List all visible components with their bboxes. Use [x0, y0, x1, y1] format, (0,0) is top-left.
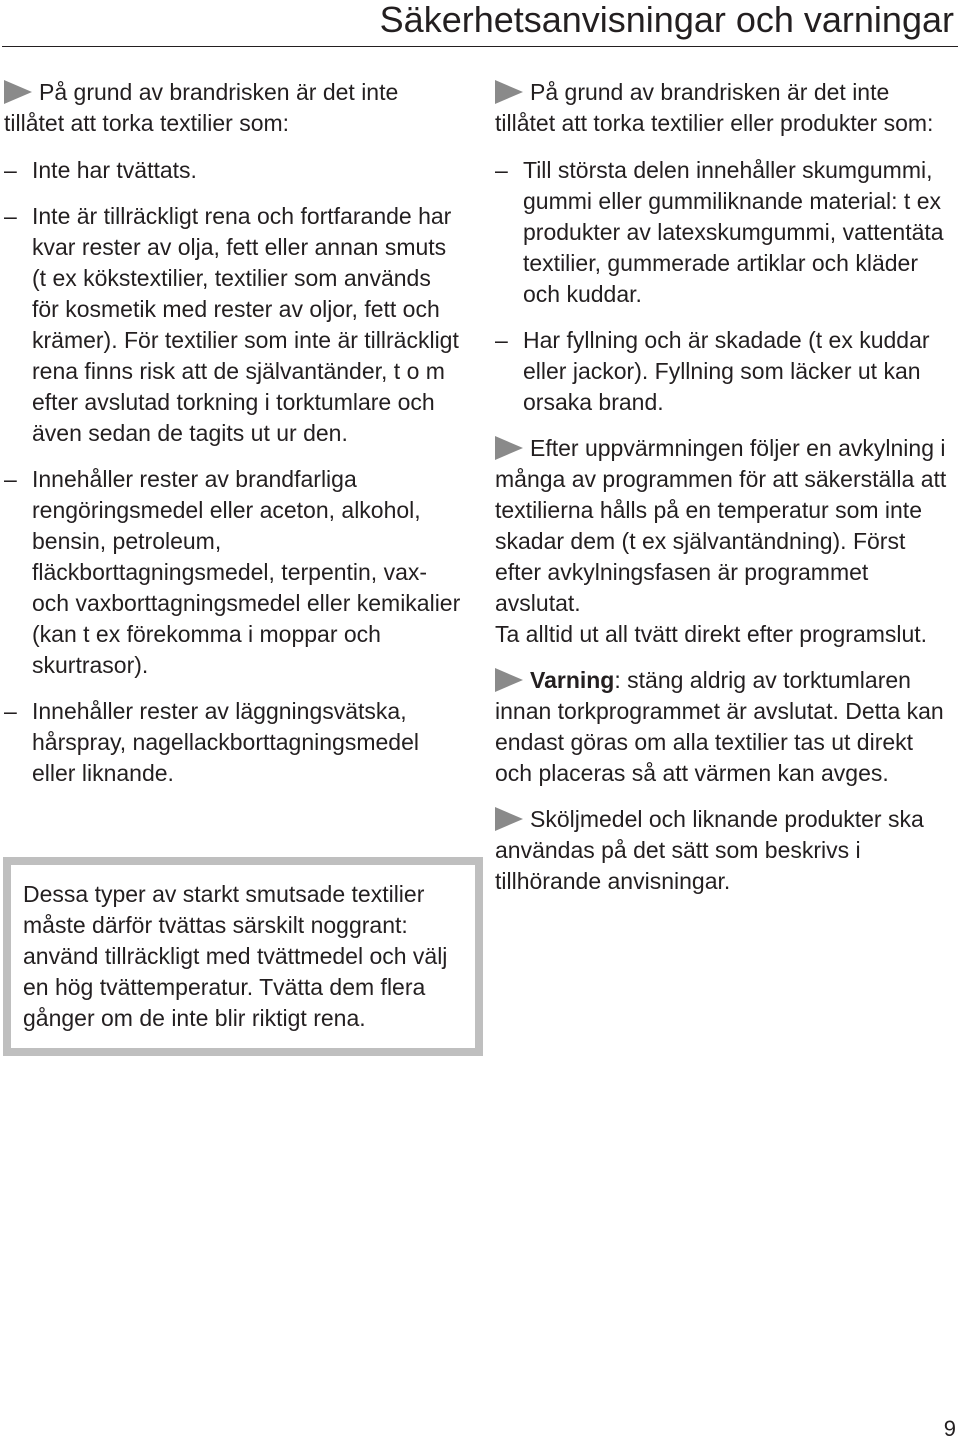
right-intro [495, 77, 955, 139]
right-intro-text: På grund av brandrisken är det inte tillåtet att torka textilier eller produkter som: [495, 79, 934, 136]
right-list [495, 155, 955, 418]
cooling-text: Efter uppvärmningen följer en avkylning i många av programmen för att säkerställa att textilierna hålls på en temperatur som inte skadar dem (t ex självantändning). Först efter avkylningsfasen är programmet avslutat. [495, 435, 947, 616]
list-item [4, 464, 464, 681]
softener-text: Sköljmedel och liknande produkter ska användas på det sätt som beskrivs i tillhörande anvisningar. [495, 806, 924, 894]
dash-icon: – [4, 466, 17, 492]
warning-paragraph [495, 665, 955, 789]
warning-label: Varning [530, 667, 615, 693]
list-item-text: Inte har tvättats. [32, 157, 197, 183]
left-intro [4, 77, 464, 139]
left-column [4, 77, 464, 789]
page-number: 9 [943, 1416, 956, 1441]
list-item [4, 696, 464, 789]
softener-paragraph [495, 804, 955, 897]
notice-text: Dessa typer av starkt smutsade textilier måste därför tvättas särskilt noggrant: använd tillräckligt med tvättmedel och välj en hög tvättemperatur. Tvätta dem flera gånger om de inte blir riktigt rena. [23, 881, 448, 1031]
left-intro-text: På grund av brandrisken är det inte tillåtet att torka textilier som: [4, 79, 399, 136]
triangle-right-icon [495, 668, 523, 692]
dash-icon: – [495, 327, 508, 353]
triangle-right-icon [495, 807, 523, 831]
dash-icon: – [4, 157, 17, 183]
list-item-text: Till största delen innehåller skumgummi, gummi eller gummiliknande material: t ex produkter av latexskumgummi, vattentäta textilier, gummerade artiklar och kläder och kuddar. [523, 157, 944, 307]
header-rule [2, 46, 958, 47]
cooling-paragraph [495, 433, 955, 650]
triangle-right-icon [495, 80, 523, 104]
triangle-right-icon [495, 436, 523, 460]
list-item [4, 155, 464, 186]
list-item [495, 325, 955, 418]
notice-box [3, 857, 483, 1056]
dash-icon: – [4, 698, 17, 724]
warning-text: : stäng aldrig av torktumlaren innan torkprogrammet är avslutat. Detta kan endast göras om alla textilier tas ut direkt och placeras så att värmen kan avges. [495, 667, 944, 786]
list-item-text: Har fyllning och är skadade (t ex kuddar eller jackor). Fyllning som läcker ut kan orsaka brand. [523, 327, 930, 415]
left-list [4, 155, 464, 789]
triangle-right-icon [4, 80, 32, 104]
dash-icon: – [4, 203, 17, 229]
right-column [495, 77, 955, 897]
dash-icon: – [495, 157, 508, 183]
list-item-text: Innehåller rester av läggningsvätska, hårspray, nagellackborttagningsmedel eller liknande. [32, 698, 419, 786]
cooling-text-2: Ta alltid ut all tvätt direkt efter programslut. [495, 621, 928, 647]
list-item [4, 201, 464, 449]
list-item [495, 155, 955, 310]
page-title: Säkerhetsanvisningar och varningar [379, 0, 954, 40]
list-item-text: Inte är tillräckligt rena och fortfarande har kvar rester av olja, fett eller annan smuts (t ex kökstextilier, textilier som används för kosmetik med rester av oljor, fett och krämer). För textilier som inte är tillräckligt rena finns risk att de självantänder, t o m efter avslutad torkning i torktumlare och även sedan de tagits ut ur den. [32, 203, 459, 446]
list-item-text: Innehåller rester av brandfarliga rengöringsmedel eller aceton, alkohol, bensin, petroleum, fläckborttagningsmedel, terpentin, vax- och vaxborttagningsmedel eller kemikalier (kan t ex förekomma i moppar och skurtrasor). [32, 466, 461, 678]
